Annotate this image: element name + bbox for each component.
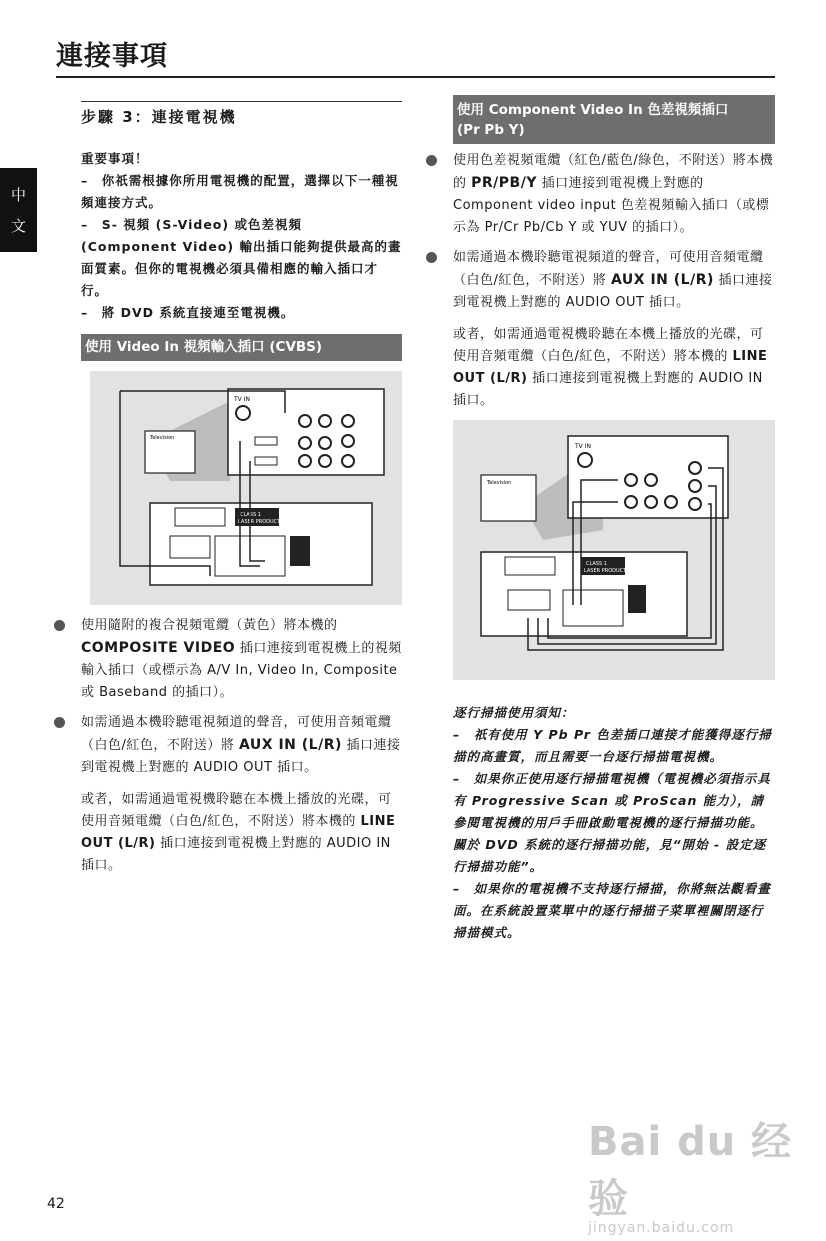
cvbs-diagram-svg [90, 371, 402, 605]
tv-label: Television [150, 435, 175, 441]
notice-line: – 你祇需根據你所用電視機的配置，選擇以下一種視頻連接方式。 [81, 173, 399, 210]
tv-in-label: TV IN [234, 396, 250, 403]
bullet-text: 插口連接到電視機上對應的 AUDIO OUT 插口。 [81, 738, 401, 775]
notice-line: – 將 DVD 系統直接連至電視機。 [81, 305, 295, 320]
watermark-url: jingyan.baidu.com [588, 1220, 735, 1236]
notice-line: – S- 視頻 (S-Video) 或色差視頻 (Component Video) 輸出插口能夠提供最高的畫面質素。但你的電視機必須具備相應的輸入插口才行。 [81, 217, 402, 298]
list-item [81, 615, 402, 704]
page-title: 連接事項 [56, 41, 168, 72]
note-line: 逐行掃描使用須知： [453, 705, 575, 720]
class-label: CLASS 1 [240, 512, 261, 518]
step-divider [81, 101, 402, 102]
bullet-bold: COMPOSITE VIDEO [81, 640, 236, 656]
bullet-text: 插口連接到電視機上的視頻輸入插口（或標示為 A/V In, Video In, Composite 或 Baseband 的插口）。 [81, 641, 402, 700]
component-diagram-svg [453, 420, 775, 680]
bullet-text: 使用隨附的複合視頻電纜（黃色）將本機的 [81, 618, 338, 633]
bar-line: 使用 Component Video In 色差視頻插口 [457, 102, 729, 118]
cvbs-connection-diagram [90, 371, 402, 605]
language-side-tab [0, 168, 37, 252]
note-line: – 祇有使用 Y Pb Pr 色差插口連接才能獲得逐行掃描的高畫質，而且需要一台逐行掃描電視機。 [453, 727, 772, 764]
side-tab-char-1: 中 [10, 186, 26, 204]
list-item: 如需通過本機聆聽電視頻道的聲音，可使用音頻電纜（白色/紅色，不附送）將 AUX IN (L/R) 插口連接到電視機上對應的 AUDIO OUT 插口。 [453, 247, 775, 314]
list-item [81, 712, 402, 779]
svg-text:CLASS 1: CLASS 1 [586, 561, 607, 567]
bullet-icon [426, 252, 437, 263]
page-number: 42 [47, 1196, 65, 1212]
note-line: – 如果你正使用逐行掃描電視機（電視機必須指示具有 Progressive Scan 或 ProScan 能力），請參閱電視機的用戶手冊啟動電視機的逐行掃描功能。關於 DVD 系統的逐行掃描功能，見“開始 - 設定逐行掃描功能”。 [453, 771, 771, 874]
bullet-bold: AUX IN (L/R) [239, 737, 342, 753]
bar-line: (Pr Pb Y) [457, 122, 525, 138]
cvbs-section-bar: 使用 Video In 視頻輸入插口 (CVBS) [81, 334, 402, 361]
bullet-text: 如需通過本機聆聽電視頻道的聲音，可使用音頻電纜（白色/紅色，不附送）將 [81, 715, 392, 753]
svg-text:TV IN: TV IN [575, 443, 591, 450]
side-tab-char-2: 文 [10, 217, 26, 235]
watermark-logo-text: Bai du 经验 [588, 1119, 793, 1222]
list-item: 使用色差視頻電纜（紅色/藍色/綠色，不附送）將本機的 PR/PB/Y 插口連接到電視機上對應的 Component video input 色差視頻輸入插口（或標示為 Pr/Cr Pb/Cb Y 或 YUV 的插口）。 [453, 150, 775, 239]
paragraph: 或者，如需通過電視機聆聽在本機上播放的光碟，可使用音頻電纜（白色/紅色，不附送）將本機的 LINE OUT (L/R) 插口連接到電視機上對應的 AUDIO IN 插口。 [81, 792, 396, 873]
progressive-scan-notes [453, 702, 775, 944]
paragraph: 或者，如需通過電視機聆聽在本機上播放的光碟，可使用音頻電纜（白色/紅色，不附送）將本機的 LINE OUT (L/R) 插口連接到電視機上對應的 AUDIO IN 插口。 [453, 327, 768, 408]
step-heading: 步驟 3：連接電視機 [81, 108, 237, 126]
bullet-icon [54, 620, 65, 631]
notice-line: 重要事項！ [81, 151, 149, 166]
baidu-watermark [588, 1110, 826, 1236]
svg-text:LASER PRODUCT: LASER PRODUCT [584, 568, 627, 574]
laser-label: LASER PRODUCT [238, 519, 281, 525]
component-instructions [453, 150, 775, 412]
svg-text:Television: Television [487, 480, 512, 486]
note-line: – 如果你的電視機不支持逐行掃描，你將無法觀看畫面。在系統設置菜單中的逐行掃描子菜單裡關閉逐行掃描模式。 [453, 881, 771, 940]
component-connection-diagram [453, 420, 775, 680]
title-divider [56, 76, 775, 78]
cvbs-instructions [81, 615, 402, 877]
important-notice [81, 148, 402, 324]
bullet-icon [426, 155, 437, 166]
bullet-icon [54, 717, 65, 728]
component-section-bar [453, 95, 775, 144]
